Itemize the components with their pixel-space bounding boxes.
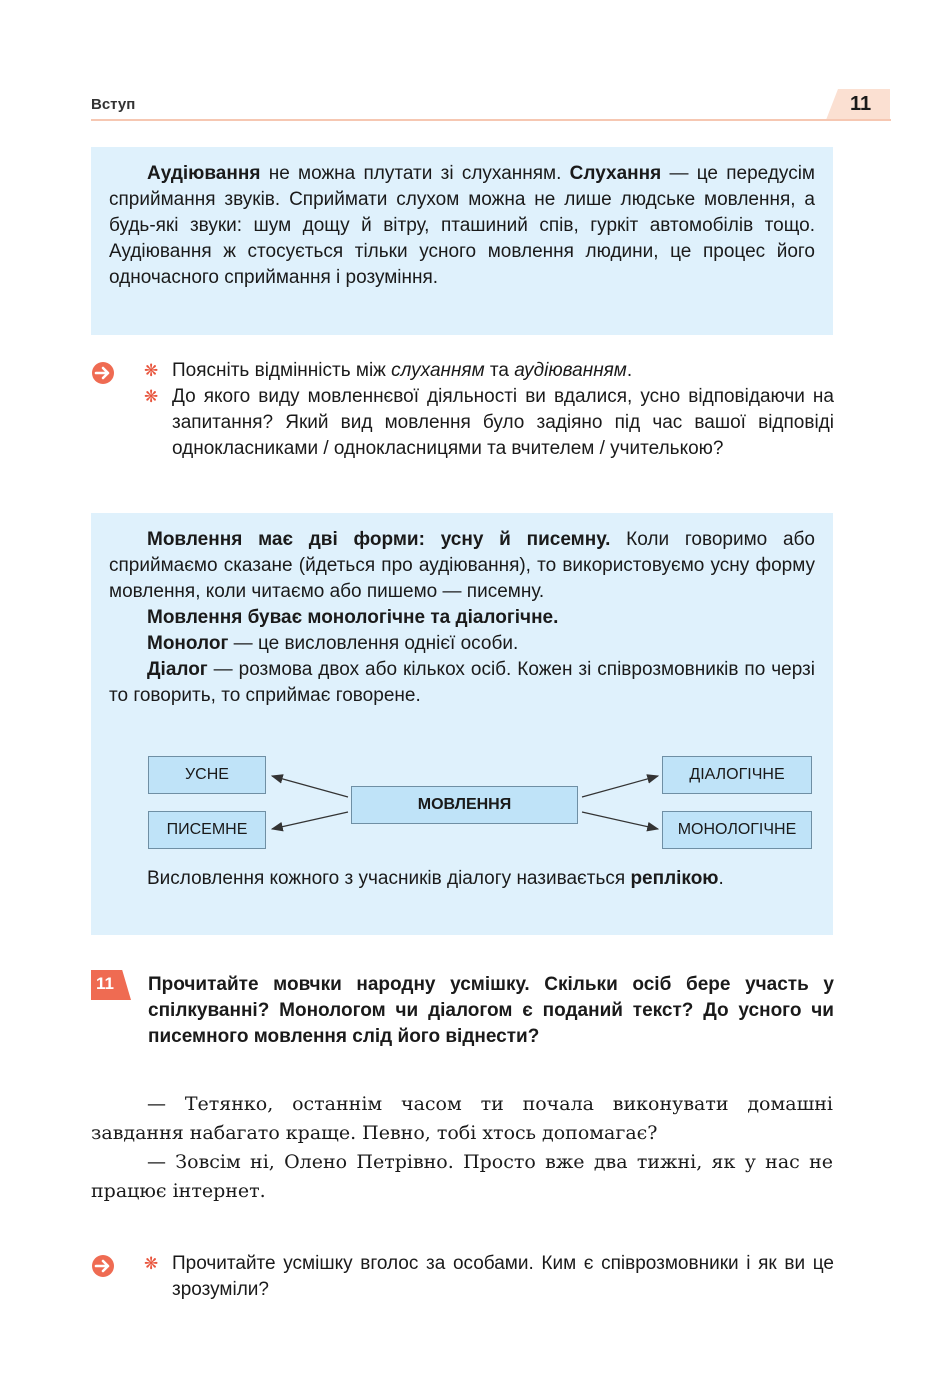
questions-list	[144, 358, 834, 462]
question-item: ❋ Прочитайте усмішку вголос за особами. Ким є співрозмовники і як ви це зрозуміли?	[144, 1253, 834, 1300]
questions-list	[144, 1251, 834, 1303]
node-monologic: МОНОЛОГІЧНЕ	[662, 811, 812, 849]
asterisk-bullet-icon: ❋	[144, 1254, 159, 1273]
arrow-right-circle-icon	[91, 361, 115, 385]
node-speech: МОВЛЕННЯ	[351, 786, 578, 824]
node-written: ПИСЕМНЕ	[148, 811, 266, 849]
dialogue-definition: Діалог — розмова двох або кількох осіб. Кожен зі співрозмовників по черзі то говорить, то сприймає говорене.	[109, 659, 815, 706]
section-title: Вступ	[91, 96, 136, 113]
exercise-number: 11	[96, 974, 114, 993]
definition-text: Аудіювання не можна плутати зі слуханням. Слухання — це передусім сприймання звуків. Сприймати слухом можна не лише людське мовлення, а будь-які звуки: шум дощу й вітру, пташиний спів, гуркіт автомобілів тощо. Аудіювання ж стосується тільки усного мовлення людини, це процес його одночасного сприймання і розуміння.	[109, 163, 815, 288]
exercise-task: Прочитайте мовчки народну усмішку. Скільки осіб бере участь у спілкуванні? Монологом чи діалогом є поданий текст? До усного чи писемного мовлення слід його віднести?	[148, 974, 834, 1047]
header-divider	[91, 119, 891, 121]
node-oral: УСНЕ	[148, 756, 266, 794]
asterisk-bullet-icon: ❋	[144, 387, 159, 406]
definition-box-speech	[91, 513, 833, 935]
definition-box-listening	[91, 147, 833, 335]
dialogue-line: — Зовсім ні, Олено Петрівно. Просто вже два тижні, як у нас не працює інтернет.	[91, 1151, 833, 1202]
term-hearing: Слухання	[569, 163, 662, 184]
question-item: ❋ Поясніть відмінність між слуханням та аудіюванням.	[144, 358, 834, 384]
speech-forms-text: Мовлення має дві форми: усну й писемну. Коли говоримо або сприймаємо сказане (йдеться про аудіювання), то використовуємо усну форму мовлення, коли читаємо або пишемо — писемну.	[109, 529, 816, 602]
page-number: 11	[850, 93, 872, 115]
node-dialogic: ДІАЛОГІЧНЕ	[662, 756, 812, 794]
monologue-definition: Монолог — це висловлення однієї особи.	[147, 633, 519, 654]
dialogue-line: — Тетянко, останнім часом ти почала виконувати домашні завдання набагато краще. Певно, тобі хтось допомагає?	[91, 1093, 833, 1144]
question-item: ❋ До якого виду мовленнєвої діяльності ви вдалися, усно відповідаючи на запитання? Який вид мовлення було задіяно під час вашої відповіді однокласниками / однокласницями та вчителем / учителькою?	[144, 386, 834, 459]
speech-types-text: Мовлення буває монологічне та діалогічне.	[147, 607, 559, 628]
term-auding: Аудіювання	[147, 163, 261, 184]
asterisk-bullet-icon: ❋	[144, 361, 159, 380]
replica-definition: Висловлення кожного з учасників діалогу називається реплікою.	[147, 868, 724, 889]
dialogue-text	[91, 1090, 833, 1206]
arrow-right-circle-icon	[91, 1254, 115, 1278]
